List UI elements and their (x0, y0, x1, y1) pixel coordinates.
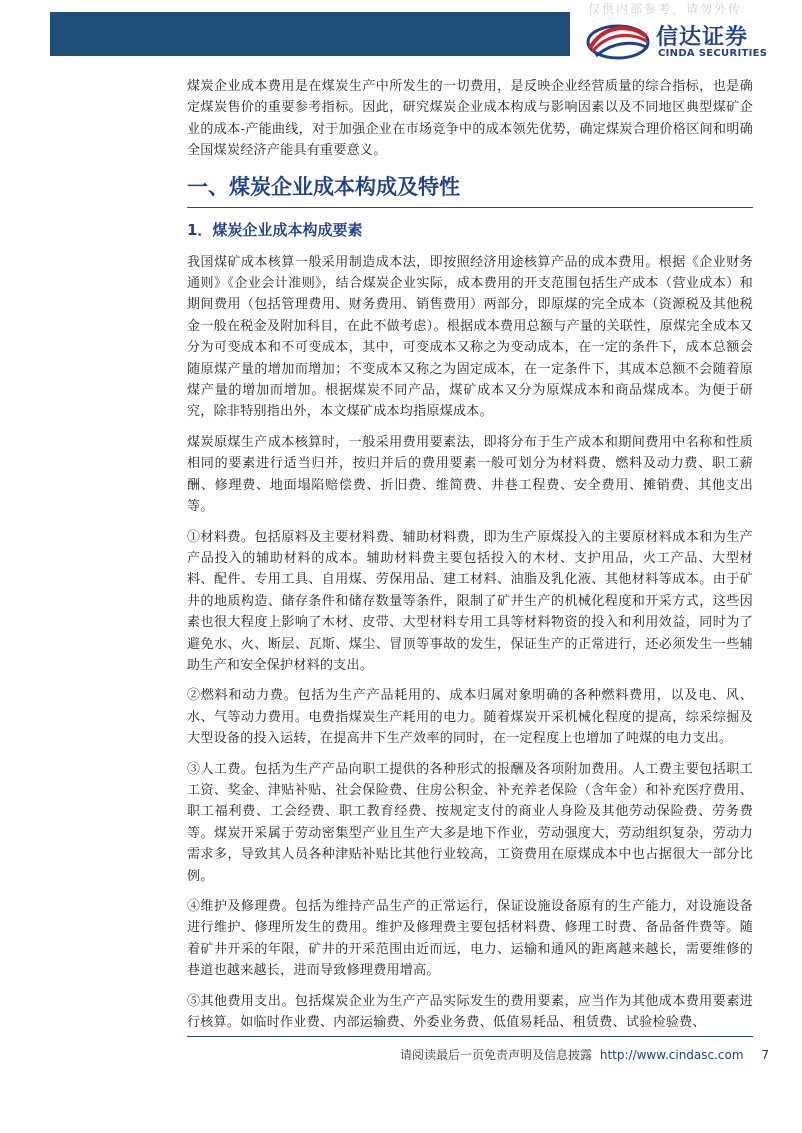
logo-english-name: CINDA SECURITIES (658, 48, 768, 59)
logo-chinese-name: 信达证券 (656, 25, 749, 50)
footer-url-link[interactable]: http://www.cindasc.com (599, 1048, 744, 1062)
body-paragraph: ④维护及修理费。包括为维持产品生产的正常运行，保证设施设备原有的生产能力，对设施设备进行维护、修理所发生的费用。维护及修理费主要包括材料费、修理工时费、备品备件费等。随着矿井开采的年限，矿井的开采范围由近而远，电力、运输和通风的距离越来越长，需要维修的巷道也越来越长，进而导致修理费用增高。 (187, 899, 753, 979)
page-footer (400, 1046, 769, 1063)
cinda-logo-icon (584, 18, 652, 62)
watermark-text: 仅供内部参考，请勿外传 (588, 2, 743, 16)
header-bar (50, 12, 570, 56)
body-paragraph: ②燃料和动力费。包括为生产产品耗用的、成本归属对象明确的各种燃料费用，以及电、风、水、气等动力费用。电费指煤炭生产耗用的电力。随着煤炭开采机械化程度的提高，综采综掘及大型设备的投入运转，在提高井下生产效率的同时，在一定程度上也增加了吨煤的电力支出。 (187, 688, 753, 747)
footer-divider (187, 1036, 753, 1037)
body-paragraph: 我国煤矿成本核算一般采用制造成本法，即按照经济用途核算产品的成本费用。根据《企业财务通则》《企业会计准则》，结合煤炭企业实际，成本费用的开支范围包括生产成本（营业成本）和期间费用（包括管理费用、财务费用、销售费用）两部分，即原煤的完全成本（资源税及其他税金一般在税金及附加科目，在此不做考虑）。根据成本费用总额与产量的关联性，原煤完全成本又分为可变成本和不可变成本，其中，可变成本又称之为变动成本，在一定的条件下，成本总额会随原煤产量的增加而增加；不变成本又称之为固定成本，在一定条件下，其成本总额不会随着原煤产量的增加而增加。根据煤炭不同产品，煤矿成本又分为原煤成本和商品煤成本。为便于研究，除非特别指出外，本文煤矿成本均指原煤成本。 (187, 254, 753, 420)
body-paragraph: 煤炭原煤生产成本核算时，一般采用费用要素法，即将分布于生产成本和期间费用中名称和性质相同的要素进行适当归并，按归并后的费用要素一般可划分为材料费、燃料及动力费、职工薪酬、修理费、地面塌陷赔偿费、折旧费、维简费、井巷工程费、安全费用、摊销费、其他支出等。 (187, 434, 753, 515)
body-paragraph: ①材料费。包括原料及主要材料费、辅助材料费，即为生产原煤投入的主要原材料成本和为生产产品投入的辅助材料的成本。辅助材料费主要包括投入的木材、支护用品，火工产品、大型材料、配件、专用工具、自用煤、劳保用品、建工材料、油脂及乳化液、其他材料等成本。由于矿井的地质构造、储存条件和储存数量等条件，限制了矿井生产的机械化程度和开采方式，这些因素也很大程度上影响了木材、皮带、大型材料专用工具等材料物资的投入和利用效益，同时为了避免水、火、断层、瓦斯、煤尘、冒顶等事故的发生，保证生产的正常进行，还必须发生一些辅助生产和安全保护材料的支出。 (187, 529, 753, 673)
footer-disclaimer: 请阅读最后一页免责声明及信息披露 (400, 1048, 593, 1062)
body-paragraph: ⑤其他费用支出。包括煤炭企业为生产产品实际发生的费用要素，应当作为其他成本费用要素进行核算。如临时作业费、内部运输费、外委业务费、低值易耗品、租赁费、试验检验费、 (187, 993, 753, 1031)
document-body (187, 76, 753, 1042)
page-number: 7 (761, 1048, 770, 1062)
subsection-heading: 1．煤炭企业成本构成要素 (187, 220, 363, 239)
intro-paragraph: 煤炭企业成本费用是在煤炭生产中所发生的一切费用，是反映企业经营质量的综合指标，也是确定煤炭售价的重要参考指标。因此，研究煤炭企业成本构成与影响因素以及不同地区典型煤矿企业的成本-产能曲线，对于加强企业在市场竞争中的成本领先优势，确定煤炭合理价格区间和明确全国煤炭经济产能具有重要意义。 (187, 79, 753, 159)
section-heading: 一、煤炭企业成本构成及特性 (187, 171, 753, 208)
body-paragraph: ③人工费。包括为生产产品向职工提供的各种形式的报酬及各项附加费用。人工费主要包括职工工资、奖金、津贴补贴、社会保险费、住房公积金、补充养老保险（含年金）和补充医疗费用、职工福利费、工会经费、职工教育经费、按规定支付的商业人身险及其他劳动保险费、劳务费等。煤炭开采属于劳动密集型产业且生产大多是地下作业，劳动强度大，劳动组织复杂，劳动力需求多，导致其人员各种津贴补贴比其他行业较高，工资费用在原煤成本中也占据很大一部分比例。 (187, 761, 753, 884)
cinda-logo (584, 18, 794, 62)
